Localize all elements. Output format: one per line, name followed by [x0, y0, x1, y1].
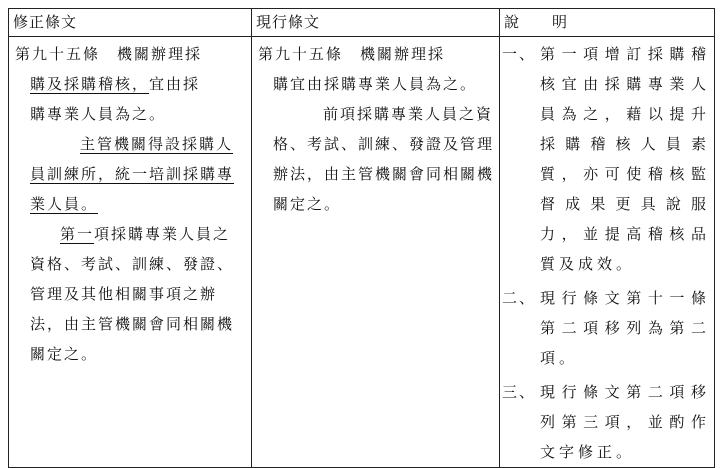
header-notes — [500, 9, 715, 37]
amended-line1-text: 機關辦理採 — [117, 45, 203, 63]
note-number: 一、 — [502, 45, 537, 63]
header-row — [9, 9, 715, 37]
comparison-table — [8, 8, 715, 468]
note-item — [502, 39, 710, 279]
note-item — [502, 377, 710, 467]
amended-paragraph-3-added: 第一 — [60, 225, 95, 243]
current-line2: 購宜由採購專業人員為之。 — [273, 75, 478, 93]
notes-cell — [500, 37, 715, 468]
amended-line2 — [15, 69, 247, 99]
note-number: 二、 — [502, 289, 537, 307]
amended-paragraph-3 — [15, 219, 247, 369]
amended-paragraph-2-text: 主管機關得設採購人員訓練所，統一培訓採購專業人員。 — [30, 135, 235, 213]
note-text: 現行條文第二項移列第三項，並酌作文字修正。 — [540, 383, 710, 461]
note-number: 三、 — [502, 383, 537, 401]
current-article-number: 第九十五條 — [258, 45, 344, 63]
current-line1-text: 機關辦理採 — [360, 45, 446, 63]
header-amended: 修正條文 — [9, 9, 252, 37]
body-row — [9, 37, 715, 468]
note-text: 第一項增訂採購稽核宜由採購專業人員為之，藉以提升採購稽核人員素質，亦可使稽核監督成果更具說服力，並提高稽核品質及成效。 — [540, 45, 710, 273]
amended-line2-text: 宜由採 — [149, 75, 201, 93]
note-text: 現行條文第十一條第二項移列為第二項。 — [540, 289, 710, 367]
amended-cell — [9, 37, 252, 468]
amended-article-number: 第九十五條 — [15, 45, 101, 63]
current-paragraph-2: 前項採購專業人員之資格、考試、訓練、發證及管理辦法，由主管機關會同相關機關定之。 — [273, 105, 495, 213]
current-cell — [252, 37, 500, 468]
amended-article-line — [15, 39, 247, 69]
header-notes-char1: 說 — [504, 13, 521, 31]
amended-paragraph-3-text: 項採購專業人員之資格、考試、訓練、發證、管理及其他相關事項之辦法，由主管機關會同相關機關定之。 — [30, 225, 235, 363]
header-current: 現行條文 — [252, 9, 500, 37]
amended-line3: 購專業人員為之。 — [30, 105, 167, 123]
current-article-line — [258, 39, 495, 69]
amended-paragraph-2 — [15, 129, 247, 219]
amended-added-text: 購及採購稽核， — [30, 75, 150, 93]
note-item — [502, 283, 710, 373]
header-notes-char2: 明 — [552, 13, 569, 31]
